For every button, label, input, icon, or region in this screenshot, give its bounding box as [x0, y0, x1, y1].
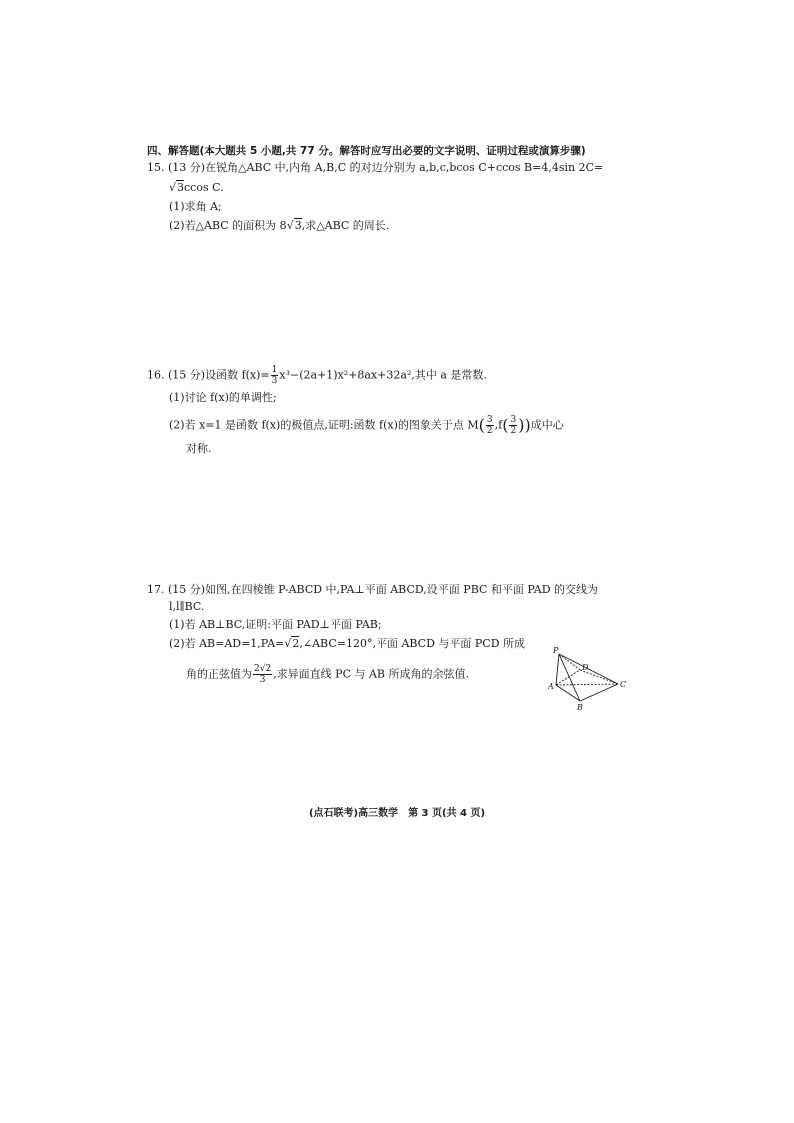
q16-fraction: $\frac{1}{3}$ — [271, 365, 278, 386]
q17-sine-fraction: $\frac{2√2}{3}$ — [254, 664, 272, 685]
q17-number: 17. — [147, 583, 165, 596]
q15-number: 15. — [147, 161, 165, 174]
q15-part2-pre: (2)若△ABC 的面积为 8 — [169, 219, 287, 232]
q17-part2b-pre: 角的正弦值为 — [186, 667, 252, 681]
q16-part2-post: 成中心 — [530, 418, 564, 432]
q15-stem-line2: √3ccos C. — [169, 181, 224, 194]
label-c: C — [620, 680, 627, 689]
q16-part1: (1)讨论 f(x)的单调性; — [169, 391, 277, 404]
edge-pa — [556, 654, 559, 685]
q16-points: (15 分) — [168, 368, 206, 382]
q16-part2-pre: (2)若 x=1 是函数 f(x)的极值点,证明:函数 f(x)的图象关于点 M — [169, 418, 479, 432]
q17-stem-text: 如图,在四棱锥 P-ABCD 中,PA⊥平面 ABCD,设平面 PBC 和平面 PAD 的交线为 — [205, 583, 599, 596]
label-d: D — [582, 663, 589, 672]
q16-part2-cont: 对称. — [186, 442, 212, 455]
label-a: A — [548, 682, 554, 691]
q16-m-y-fraction: $\frac{3}{2}$ — [510, 415, 517, 436]
edge-bc — [580, 684, 618, 701]
q16-stem-pre: 设函数 f(x)= — [205, 368, 270, 382]
q16-number: 16. — [147, 368, 165, 382]
q17-stem-line2: l,l∥BC. — [169, 600, 205, 613]
q15-part2: (2)若△ABC 的面积为 8√3,求△ABC 的周长. — [169, 219, 390, 232]
q17-part2-sqrt: 2 — [292, 637, 300, 650]
q16-m-mid: ,f — [494, 418, 503, 432]
q15-stem-line1 — [147, 161, 603, 175]
label-p: P — [553, 646, 559, 655]
q15-points: (13 分) — [168, 161, 206, 174]
q17-part2-line1: (2)若 AB=AD=1,PA=√2,∠ABC=120°,平面 ABCD 与平面 PCD 所成 — [169, 637, 526, 650]
q17-part2-pre: (2)若 AB=AD=1,PA= — [169, 637, 285, 650]
edge-pc — [559, 654, 618, 684]
q16-part2: (2)若 x=1 是函数 f(x)的极值点,证明:函数 f(x)的图象关于点 M( $\frac{3}{2}$ ,f( $\frac{3}{2}$ ))成中心 — [169, 415, 564, 436]
edge-ac — [556, 684, 618, 685]
section-header: 四、解答题(本大题共 5 小题,共 77 分。解答时应写出必要的文字说明、证明过程或演算步骤) — [147, 145, 586, 157]
q17-part2b-post: ,求异面直线 PC 与 AB 所成角的余弦值. — [273, 667, 470, 681]
label-b: B — [577, 703, 583, 712]
q17-part2-post: ,∠ABC=120°,平面 ABCD 与平面 PCD 所成 — [299, 637, 526, 650]
q15-part1: (1)求角 A; — [169, 200, 222, 213]
q15-stem-cont: ccos C. — [184, 181, 224, 194]
edge-ad — [556, 670, 580, 685]
q15-part2-post: ,求△ABC 的周长. — [301, 219, 390, 232]
q15-stem-text: 在锐角△ABC 中,内角 A,B,C 的对边分别为 a,b,c,bcos C+ccos B=4,4sin 2C= — [205, 161, 604, 174]
q17-part1: (1)若 AB⊥BC,证明:平面 PAD⊥平面 PAB; — [169, 618, 382, 631]
pyramid-figure — [548, 646, 632, 712]
q16-stem-post: x³−(2a+1)x²+8ax+32a²,其中 a 是常数. — [279, 368, 487, 382]
q15-part2-sqrt: 3 — [294, 219, 302, 232]
page-footer: (点石联考)高三数学 第 3 页(共 4 页) — [308, 808, 486, 819]
q17-stem-line1 — [147, 583, 598, 597]
q16-m-x-fraction: $\frac{3}{2}$ — [486, 415, 493, 436]
edge-dc — [580, 670, 618, 684]
q16-stem — [147, 365, 487, 386]
q17-points: (15 分) — [168, 583, 206, 596]
q17-part2-line2 — [186, 664, 469, 685]
q15-sqrt-value: 3 — [177, 181, 185, 194]
